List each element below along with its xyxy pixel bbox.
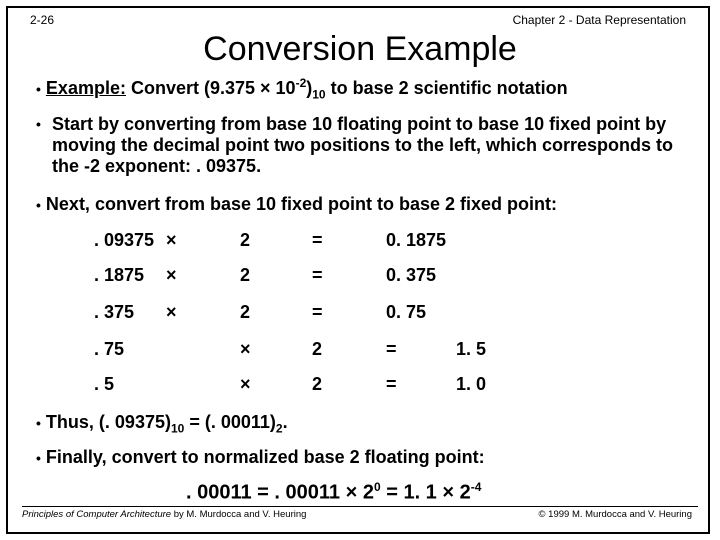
bullet-icon: • — [36, 450, 41, 466]
equals-symbol: = — [312, 230, 323, 250]
equals-symbol: = — [312, 302, 323, 322]
table-cell-b: 2 — [240, 230, 251, 250]
table-cell-a: . 375 — [94, 302, 135, 322]
table-cell-result: 0. 375 — [386, 265, 437, 285]
table-cell-b: 2 — [240, 265, 251, 285]
slide-number: 2-26 — [30, 13, 55, 27]
book-authors: by M. Murdocca and V. Heuring — [171, 509, 307, 520]
example-line — [36, 76, 568, 102]
bullet-icon: • — [36, 81, 41, 97]
chapter-header: Chapter 2 - Data Representation — [512, 13, 686, 27]
times-symbol: × — [166, 230, 177, 250]
finally-line: • Finally, convert to normalized base 2 floating point: — [36, 447, 485, 467]
times-symbol: × — [166, 302, 177, 322]
step2-line: • Next, convert from base 10 fixed point to base 2 fixed point: — [36, 194, 558, 214]
footer-citation — [22, 509, 306, 520]
bullet-icon: • — [36, 197, 41, 213]
book-title: Principles of Computer Architecture — [22, 509, 172, 520]
table-cell-a: . 1875 — [94, 265, 145, 285]
table-cell-result: 1. 0 — [456, 374, 487, 394]
result-equation: . 00011 = . $00011 \times 2^0 = 1$. $1 \times 2^{-4}$ — [186, 480, 482, 504]
example-text: Convert $(9.375 \times 10^{-2})_{10}$ to base 2 scientific notation — [130, 76, 568, 102]
table-cell-a: . 75 — [94, 339, 125, 359]
equals-symbol: = — [312, 265, 323, 285]
equals-symbol: = — [386, 374, 397, 394]
table-cell-a: . 09375 — [94, 230, 155, 250]
table-cell-result: 0. 1875 — [386, 230, 447, 250]
footer-divider — [22, 506, 698, 507]
footer-copyright: © 1999 M. Murdocca and V. Heuring — [538, 509, 692, 520]
times-symbol: × — [240, 374, 251, 394]
table-cell-b: 2 — [312, 339, 323, 359]
table-cell-b: 2 — [312, 374, 323, 394]
table-cell-result: 0. 75 — [386, 302, 427, 322]
bullet-icon: • — [36, 415, 41, 431]
times-symbol: × — [240, 339, 251, 359]
slide-title: Conversion Example — [203, 30, 517, 68]
table-cell-result: 1. 5 — [456, 339, 487, 359]
equals-symbol: = — [386, 339, 397, 359]
thus-line: • Thus, (. $09375)_{10}$ = (. $00011)_2$. — [36, 412, 288, 436]
step1-paragraph: • Start by converting from base 10 floating point to base 10 fixed point by moving the decimal point two positions to the left, which corresponds to the -2 exponent: . 09375. — [36, 114, 674, 176]
table-cell-b: 2 — [240, 302, 251, 322]
table-cell-a: . 5 — [94, 374, 115, 394]
times-symbol: × — [166, 265, 177, 285]
bullet-icon: • — [36, 116, 41, 132]
example-label: Example: — [45, 78, 126, 98]
